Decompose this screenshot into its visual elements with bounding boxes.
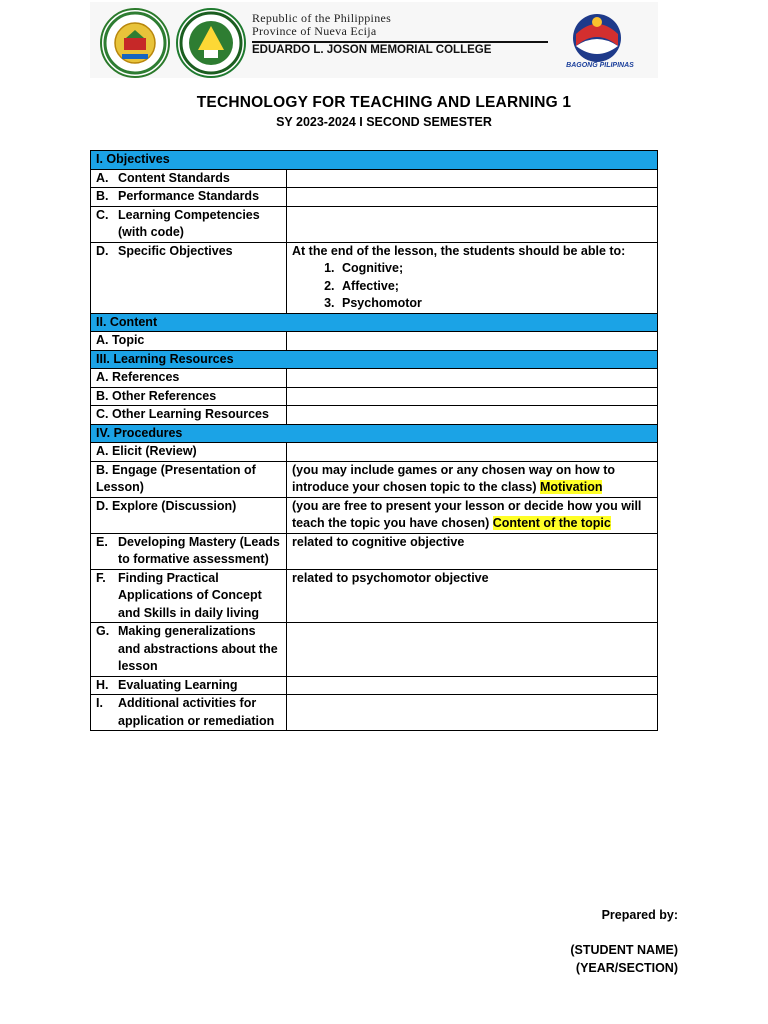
table-row: H. Evaluating Learning: [91, 676, 658, 695]
section-row-content: [91, 313, 658, 332]
table-row: [91, 406, 658, 425]
row-label: Learning Competencies (with code): [118, 207, 260, 239]
row-value: [287, 497, 658, 533]
row-value[interactable]: [287, 369, 658, 388]
section-header: I. Objectives: [91, 151, 658, 170]
prepared-by-label: Prepared by:: [601, 908, 678, 922]
letterhead-lines: [252, 12, 391, 38]
letterhead-rule: [252, 41, 548, 43]
table-row: [91, 443, 658, 462]
table-row: [91, 461, 658, 497]
table-row: D. Specific Objectives At the end of the lesson, the students should be able to: 1. Cognitive; 2. Affective; 3. Psychomotor: [91, 242, 658, 313]
section-row-procedures: [91, 424, 658, 443]
row-label: Developing Mastery (Leads to formative assessment): [118, 534, 280, 566]
row-value[interactable]: [287, 443, 658, 462]
row-label: Performance Standards: [118, 189, 260, 203]
row-label: D. Explore (Discussion): [91, 497, 287, 533]
list-item: 3. Psychomotor: [338, 295, 652, 313]
row-value[interactable]: [287, 406, 658, 425]
engage-note: (you may include games or any chosen way on how to introduce your chosen topic to the class): [292, 462, 615, 494]
table-row: B. Performance Standards: [91, 188, 658, 207]
row-value[interactable]: [287, 332, 658, 351]
section-header: IV. Procedures: [91, 424, 658, 443]
row-label: B. Other References: [91, 387, 287, 406]
row-label: Evaluating Learning: [118, 677, 238, 692]
college-name: EDUARDO L. JOSON MEMORIAL COLLEGE: [252, 44, 492, 56]
row-value[interactable]: [287, 623, 658, 677]
row-label: Making generalizations and abstractions about the lesson: [118, 624, 278, 673]
row-label: B. Engage (Presentation of Lesson): [91, 461, 287, 497]
table-row: [91, 369, 658, 388]
year-section-placeholder: (YEAR/SECTION): [575, 961, 678, 975]
row-value[interactable]: [287, 188, 658, 207]
student-name-placeholder: (STUDENT NAME): [570, 943, 678, 957]
row-label: A. References: [91, 369, 287, 388]
row-value[interactable]: [287, 676, 658, 695]
section-header: II. Content: [91, 313, 658, 332]
row-label: Specific Objectives: [118, 243, 233, 258]
row-value[interactable]: [287, 169, 658, 188]
college-seal-logo: [176, 8, 246, 78]
table-row: [91, 332, 658, 351]
row-label: Content Standards: [118, 170, 230, 185]
row-value[interactable]: [287, 695, 658, 731]
row-label: A. Topic: [91, 332, 287, 351]
explore-note: (you are free to present your lesson or decide how you will teach the topic you have chosen): [292, 498, 642, 530]
list-item: 1. Cognitive;: [338, 260, 652, 278]
bagong-pilipinas-logo: [562, 10, 632, 70]
row-label: A. Elicit (Review): [91, 443, 287, 462]
row-value: [287, 242, 658, 313]
row-label: Additional activities for application or remediation: [118, 696, 275, 728]
document-title: TECHNOLOGY FOR TEACHING AND LEARNING 1: [196, 94, 572, 111]
bagong-pilipinas-text: BAGONG PILIPINAS: [566, 62, 634, 69]
table-row: I. Additional activities for application or remediation: [91, 695, 658, 731]
objectives-list: [292, 260, 652, 313]
province-line: Province of Nueva Ecija: [252, 24, 377, 38]
row-value: related to psychomotor objective: [287, 569, 658, 623]
table-row: G. Making generalizations and abstractions about the lesson: [91, 623, 658, 677]
document-subtitle: SY 2023-2024 I SECOND SEMESTER: [276, 115, 492, 129]
republic-line: Republic of the Philippines: [252, 11, 392, 25]
list-item: 2. Affective;: [338, 278, 652, 296]
row-value[interactable]: [287, 387, 658, 406]
objectives-intro: At the end of the lesson, the students should be able to:: [292, 243, 626, 258]
row-value: related to cognitive objective: [287, 533, 658, 569]
section-row-resources: [91, 350, 658, 369]
province-seal-logo: [100, 8, 170, 78]
row-label: Finding Practical Applications of Concept and Skills in daily living: [118, 570, 262, 620]
section-header: III. Learning Resources: [91, 350, 658, 369]
table-row: A. Content Standards: [91, 169, 658, 188]
table-row: C. Learning Competencies (with code): [91, 206, 658, 242]
row-value: [287, 461, 658, 497]
highlight-motivation: Motivation: [539, 480, 603, 494]
section-row-objectives: [91, 151, 658, 170]
table-row: E. Developing Mastery (Leads to formative assessment) related to cognitive objective: [91, 533, 658, 569]
lesson-plan-table: [90, 150, 658, 731]
row-label: C. Other Learning Resources: [91, 406, 287, 425]
row-value[interactable]: [287, 206, 658, 242]
table-row: F. Finding Practical Applications of Concept and Skills in daily living related to psychomotor objective: [91, 569, 658, 623]
highlight-content: Content of the topic: [492, 516, 611, 530]
table-row: [91, 387, 658, 406]
table-row: [91, 497, 658, 533]
